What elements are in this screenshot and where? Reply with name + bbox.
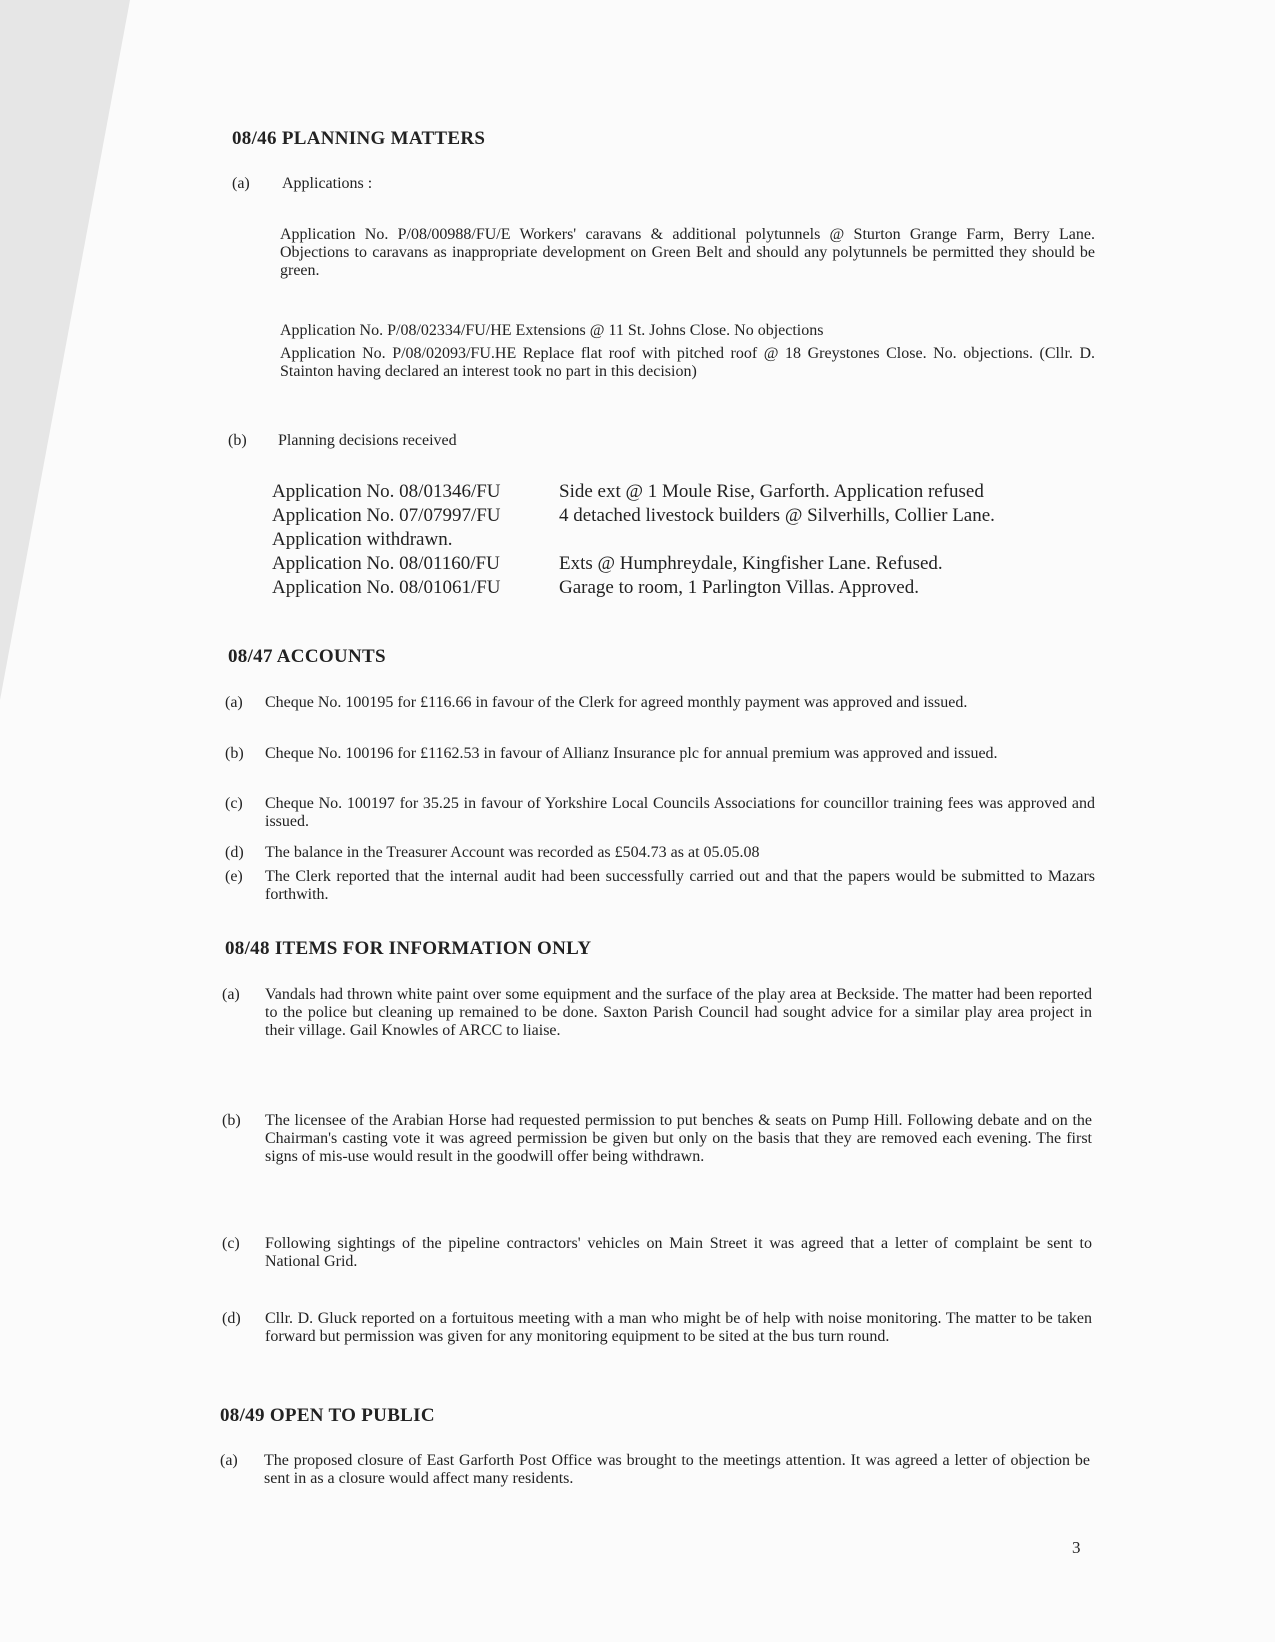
decision-app: Application No. 08/01346/FU xyxy=(272,481,501,502)
decision-row xyxy=(272,504,1102,528)
item-label: (d) xyxy=(225,844,244,861)
item-text: Cheque No. 100196 for £1162.53 in favour of Allianz Insurance plc for annual premium was approved and issued. xyxy=(265,745,998,762)
item-label: (c) xyxy=(222,1235,240,1252)
section-49-title: 08/49 OPEN TO PUBLIC xyxy=(220,1405,435,1426)
decision-detail: Exts @ Humphreydale, Kingfisher Lane. Refused. xyxy=(559,553,943,574)
decision-detail: Side ext @ 1 Moule Rise, Garforth. Application refused xyxy=(559,481,984,502)
decision-row xyxy=(272,528,1102,552)
item-label: (b) xyxy=(228,432,247,449)
application-entry: Application No. P/08/00988/FU/E Workers' caravans & additional polytunnels @ Sturton Grange Farm, Berry Lane. Objections to caravans as inappropriate development on Green Belt and should any polytunnels be permitted they should be green. xyxy=(280,226,1095,279)
item-label: (a) xyxy=(225,694,243,711)
item-text: Cheque No. 100197 for 35.25 in favour of Yorkshire Local Councils Associations for councillor training fees was approved and issued. xyxy=(265,795,1095,830)
item-label: (e) xyxy=(225,868,243,885)
item-label: (b) xyxy=(225,745,244,762)
decision-app: Application withdrawn. xyxy=(272,529,453,550)
scan-edge-shadow xyxy=(0,0,130,700)
decision-row xyxy=(272,552,1102,576)
item-label: (b) xyxy=(222,1112,241,1129)
item-text: The balance in the Treasurer Account was recorded as £504.73 as at 05.05.08 xyxy=(265,844,760,861)
item-text: Cllr. D. Gluck reported on a fortuitous meeting with a man who might be of help with noise monitoring. The matter to be taken forward but permission was given for any monitoring equipment to be sited at the bus turn round. xyxy=(265,1310,1092,1345)
applications-heading: Applications : xyxy=(282,175,373,192)
decision-app: Application No. 08/01160/FU xyxy=(272,553,500,574)
decision-row xyxy=(272,576,1102,600)
application-entry: Application No. P/08/02334/FU/HE Extensions @ 11 St. Johns Close. No objections xyxy=(280,322,824,339)
section-47-title: 08/47 ACCOUNTS xyxy=(228,646,386,667)
item-label: (c) xyxy=(225,795,243,812)
decision-row xyxy=(272,480,1102,504)
application-entry: Application No. P/08/02093/FU.HE Replace flat roof with pitched roof @ 18 Greystones Close. No. objections. (Cllr. D. Stainton having declared an interest took no part in this decision) xyxy=(280,345,1095,380)
item-label: (d) xyxy=(222,1310,241,1327)
item-label: (a) xyxy=(220,1452,238,1469)
decisions-list xyxy=(272,480,1102,600)
item-text: The Clerk reported that the internal audit had been successfully carried out and that the papers would be submitted to Mazars forthwith. xyxy=(265,868,1095,903)
section-46-title: 08/46 PLANNING MATTERS xyxy=(232,128,486,149)
decision-app: Application No. 07/07997/FU xyxy=(272,505,501,526)
decisions-heading: Planning decisions received xyxy=(278,432,457,449)
item-text: The licensee of the Arabian Horse had requested permission to put benches & seats on Pump Hill. Following debate and on the Chairman's casting vote it was agreed permission be given but only on the basis that they are removed each evening. The first signs of mis-use would result in the goodwill offer being withdrawn. xyxy=(265,1112,1092,1165)
item-text: Vandals had thrown white paint over some equipment and the surface of the play area at Beckside. The matter had been reported to the police but cleaning up remained to be done. Saxton Parish Council had sought advice for a similar play area project in their village. Gail Knowles of ARCC to liaise. xyxy=(265,986,1092,1039)
item-text: The proposed closure of East Garforth Post Office was brought to the meetings attention. It was agreed a letter of objection be sent in as a closure would affect many residents. xyxy=(264,1452,1090,1487)
item-label: (a) xyxy=(232,175,250,192)
item-label: (a) xyxy=(222,986,240,1003)
decision-detail: Garage to room, 1 Parlington Villas. Approved. xyxy=(559,577,919,598)
page-number: 3 xyxy=(1072,1538,1081,1557)
item-text: Cheque No. 100195 for £116.66 in favour of the Clerk for agreed monthly payment was approved and issued. xyxy=(265,694,968,711)
decision-detail: 4 detached livestock builders @ Silverhills, Collier Lane. xyxy=(559,505,995,526)
item-text: Following sightings of the pipeline contractors' vehicles on Main Street it was agreed that a letter of complaint be sent to National Grid. xyxy=(265,1235,1092,1270)
decision-app: Application No. 08/01061/FU xyxy=(272,577,501,598)
section-48-title: 08/48 ITEMS FOR INFORMATION ONLY xyxy=(225,938,592,959)
